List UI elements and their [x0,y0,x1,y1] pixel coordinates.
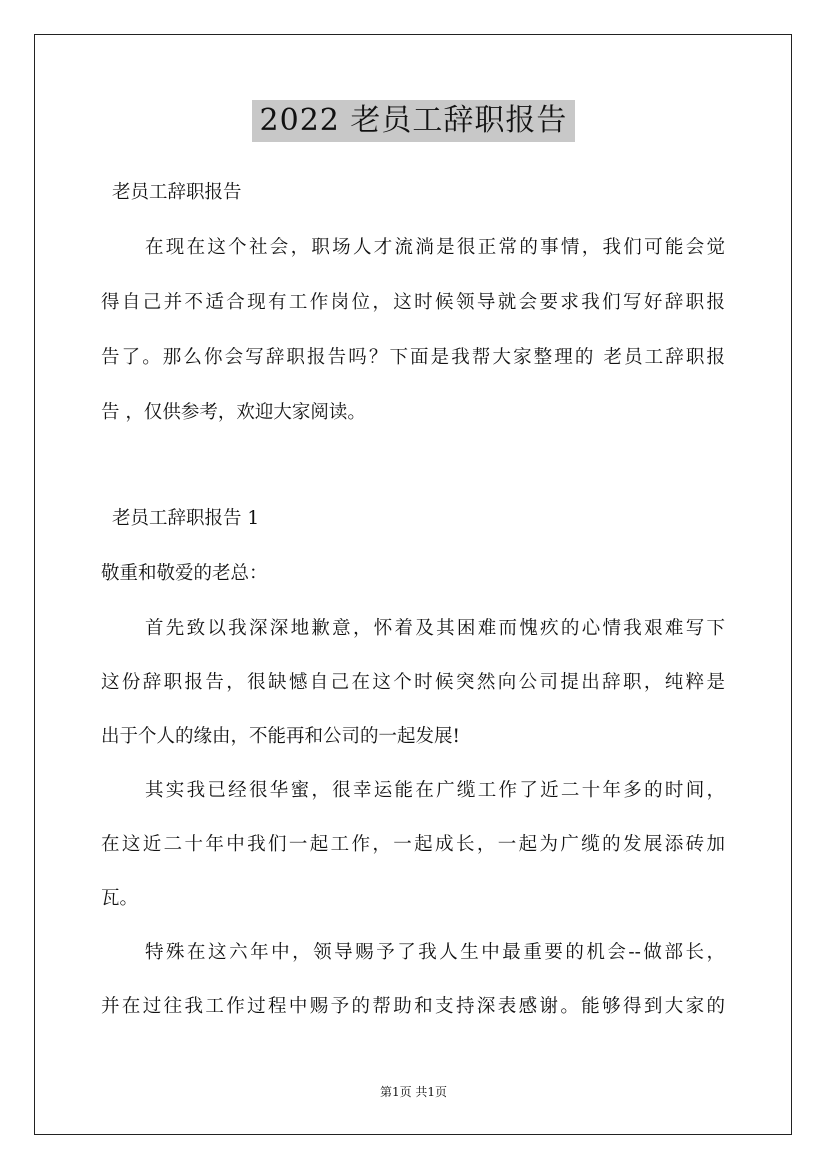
paragraph-line: 告了。那么你会写辞职报告吗？下面是我帮大家整理的 老员工辞职报 [101,347,725,368]
paragraph-line: 这份辞职报告，很缺憾自己在这个时候突然向公司提出辞职，纯粹是 [101,672,725,693]
section-heading: 老员工辞职报告 1 [112,508,260,529]
paragraph-line: 在现在这个社会，职场人才流淌是很正常的事情，我们可能会觉 [145,237,725,258]
paragraph-line: 得自己并不适合现有工作岗位，这时候领导就会要求我们写好辞职报 [101,292,725,313]
page-footer: 第1页 共1页 [379,1085,448,1099]
paragraph-line: 其实我已经很华蜜，很幸运能在广缆工作了近二十年多的时间， [145,780,725,801]
document-title: 2022 老员工辞职报告 [252,100,576,142]
paragraph-line: 首先致以我深深地歉意，怀着及其困难而愧疚的心情我艰难写下 [145,618,725,639]
subtitle: 老员工辞职报告 [112,182,242,203]
paragraph-line: 瓦。 [101,888,139,909]
paragraph-line: 并在过往我工作过程中赐予的帮助和支持深表感谢。能够得到大家的 [101,996,725,1017]
salutation: 敬重和敬爱的老总： [101,563,268,584]
paragraph-line: 告 ，仅供参考，欢迎大家阅读。 [101,402,366,423]
paragraph-line: 特殊在这六年中，领导赐予了我人生中最重要的机会--做部长， [145,942,725,963]
title-wrap [0,100,827,142]
paragraph-line: 在这近二十年中我们一起工作，一起成长，一起为广缆的发展添砖加 [101,834,725,855]
paragraph-line: 出于个人的缘由，不能再和公司的一起发展! [101,726,460,747]
